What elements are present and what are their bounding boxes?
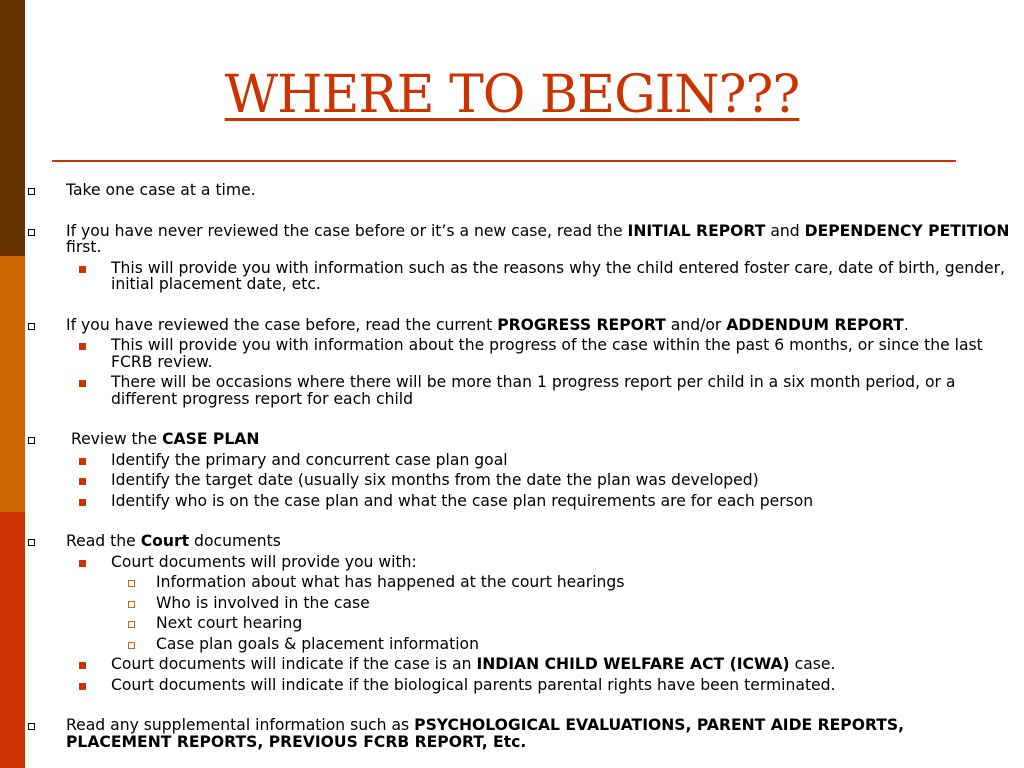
emphasis-initial-report: INITIAL REPORT — [627, 221, 766, 240]
hollow-square-bullet-icon — [128, 574, 135, 591]
emphasis-addendum-report: ADDENDUM REPORT — [726, 315, 904, 334]
sub-sub-bullet — [28, 636, 1012, 653]
sub-bullet-text: Identify the target date (usually six months from the date the plan was developed) — [111, 471, 759, 489]
sub-bullet-text: Identify who is on the case plan and what the case plan requirements are for each person — [111, 491, 814, 510]
emphasis-icwa: INDIAN CHILD WELFARE ACT (ICWA) — [476, 655, 790, 673]
sidebar-band-bottom — [0, 512, 25, 768]
bullet-text: If you have reviewed the case before, read the current — [66, 315, 498, 334]
sub-sub-bullet — [28, 595, 1012, 612]
filled-square-bullet-icon — [79, 260, 86, 277]
bullet-text: documents — [189, 532, 281, 550]
sub-bullet-text: This will provide you with information about the progress of the case within the past 6 months, or since the last FCRB review. — [111, 336, 983, 371]
hollow-square-bullet-icon — [28, 533, 35, 550]
filled-square-bullet-icon — [79, 374, 86, 391]
sub-bullet-text: Court documents will provide you with: — [111, 552, 417, 571]
sub-bullet — [28, 493, 1012, 510]
filled-square-bullet-icon — [79, 337, 86, 354]
bullet-text: Read the — [66, 532, 141, 550]
hollow-square-bullet-icon — [28, 717, 35, 734]
bullet-text: Review the — [66, 430, 163, 448]
slide-title: WHERE TO BEGIN??? — [224, 65, 800, 125]
sub-bullet — [28, 472, 1012, 489]
sub-bullet-text: There will be occasions where there will be more than 1 progress report per child in a six month period, or a different progress report for each child — [111, 373, 956, 408]
bullet-text: first. — [66, 238, 102, 256]
sub-bullet-text: Identify the primary and concurrent case plan goal — [111, 450, 508, 469]
sub-sub-bullet-text: Who is involved in the case — [156, 593, 370, 612]
filled-square-bullet-icon — [79, 452, 86, 469]
emphasis-dependency-petition: DEPENDENCY PETITION — [804, 221, 1010, 240]
bullet-new-case — [28, 223, 1012, 256]
hollow-square-bullet-icon — [128, 636, 135, 653]
sub-bullet-text: This will provide you with information such as the reasons why the child entered foster care, date of birth, gender, initial placement date, etc. — [111, 258, 1005, 293]
bullet-court-documents — [28, 533, 1012, 550]
bullet-case-plan — [28, 431, 1012, 448]
hollow-square-bullet-icon — [128, 595, 135, 612]
emphasis-court: Court — [140, 532, 190, 550]
emphasis-case-plan: CASE PLAN — [162, 430, 260, 448]
bullet-text: Read any supplemental information such as — [66, 716, 415, 734]
sub-bullet-text: Court documents will indicate if the case is an — [111, 655, 477, 673]
bullet-text: If you have never reviewed the case before or it’s a new case, read the — [66, 221, 628, 240]
sub-bullet — [28, 452, 1012, 469]
sub-sub-bullet-text: Next court hearing — [156, 614, 303, 632]
sub-bullet — [28, 374, 1012, 407]
sub-bullet — [28, 260, 1012, 293]
sub-bullet — [28, 656, 1012, 673]
filled-square-bullet-icon — [79, 656, 86, 673]
sidebar-band-middle — [0, 256, 25, 512]
bullet-reviewed-case — [28, 317, 1012, 334]
sidebar-band-top — [0, 0, 25, 256]
filled-square-bullet-icon — [79, 554, 86, 571]
title-divider — [52, 160, 956, 162]
bullet-text: and — [765, 221, 805, 240]
emphasis-progress-report: PROGRESS REPORT — [497, 315, 666, 334]
sub-bullet — [28, 677, 1012, 694]
slide-body — [28, 182, 1012, 750]
filled-square-bullet-icon — [79, 472, 86, 489]
sub-bullet — [28, 554, 1012, 571]
emphasis-supplemental-reports: PSYCHOLOGICAL EVALUATIONS, PARENT AIDE REPORTS, PLACEMENT REPORTS, PREVIOUS FCRB REPORT, Etc. — [66, 716, 905, 751]
bullet-supplemental-info — [28, 717, 1012, 750]
hollow-square-bullet-icon — [28, 431, 35, 448]
hollow-square-bullet-icon — [28, 317, 35, 334]
bullet-take-one-case — [28, 182, 1012, 199]
sub-bullet — [28, 337, 1012, 370]
sub-sub-bullet — [28, 574, 1012, 591]
filled-square-bullet-icon — [79, 493, 86, 510]
hollow-square-bullet-icon — [28, 182, 35, 199]
hollow-square-bullet-icon — [28, 223, 35, 240]
sub-bullet-text: case. — [789, 655, 836, 673]
sub-bullet-text: Court documents will indicate if the biological parents parental rights have been terminated. — [111, 675, 836, 694]
sub-sub-bullet — [28, 615, 1012, 632]
sub-sub-bullet-text: Case plan goals & placement information — [156, 634, 479, 653]
sub-sub-bullet-text: Information about what has happened at the court hearings — [156, 573, 625, 591]
filled-square-bullet-icon — [79, 677, 86, 694]
hollow-square-bullet-icon — [128, 615, 135, 632]
bullet-text: . — [903, 315, 909, 334]
bullet-text: and/or — [665, 315, 727, 334]
bullet-text: Take one case at a time. — [66, 181, 256, 199]
